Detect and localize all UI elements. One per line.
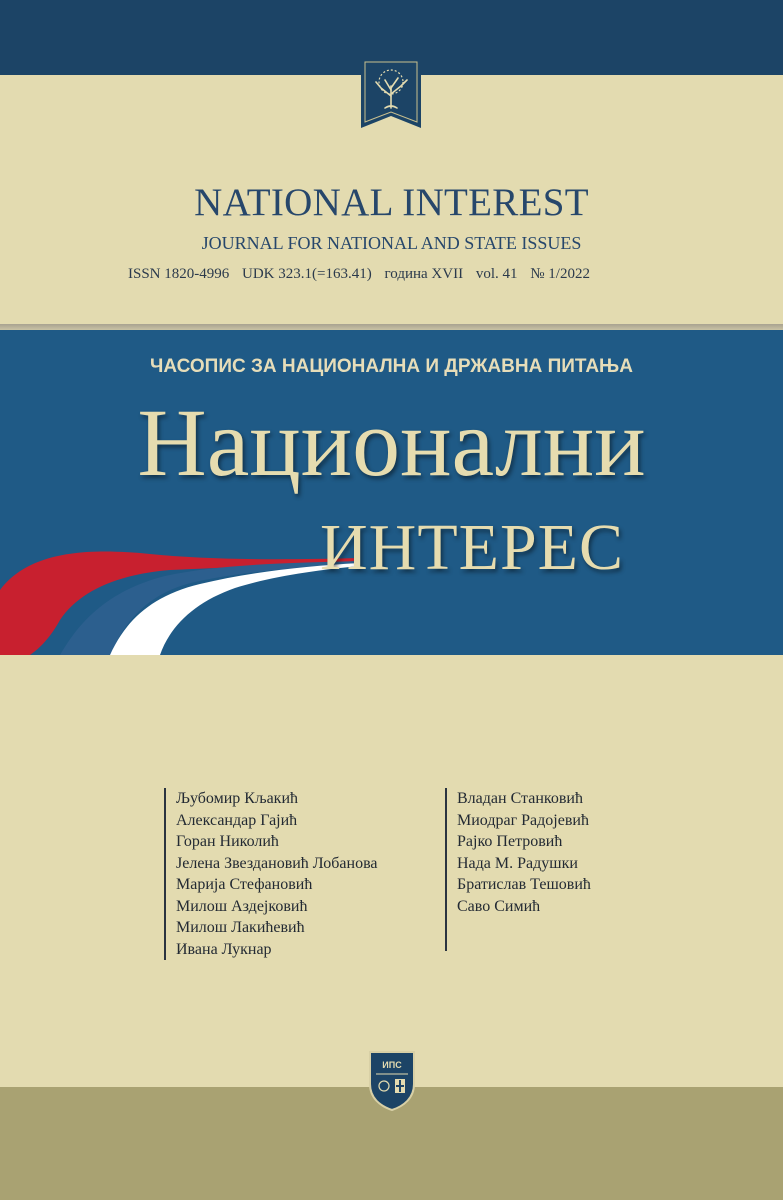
authors-left-column: [164, 788, 378, 960]
author-name: Марија Стефановић: [176, 876, 313, 893]
author-name: Нада М. Радушки: [457, 854, 578, 872]
author-name: Владан Станковић: [457, 790, 583, 807]
journal-title-en: NATIONAL INTEREST: [194, 181, 589, 224]
journal-title-sr-sub: ИНТЕРЕС: [320, 511, 624, 584]
authors-right-column: [445, 788, 591, 951]
volume-text: vol. 41: [475, 266, 518, 282]
year-text: година XVII: [384, 266, 464, 282]
author-name: Јелена Звездановић Лобанова: [176, 854, 378, 872]
author-name: Милош Лакићевић: [176, 919, 305, 936]
author-name: Братислав Тешовић: [457, 876, 591, 893]
author-name: Миодраг Радојевић: [457, 811, 589, 829]
author-name: Љубомир Кљакић: [176, 790, 299, 807]
svg-text:ИПС: ИПС: [382, 1060, 402, 1070]
author-name: Александар Гајић: [176, 811, 298, 829]
tree-emblem-icon: [361, 58, 421, 128]
ips-shield-logo-icon: [368, 1050, 416, 1112]
journal-title-sr-main: Национални: [137, 389, 646, 496]
author-name: Милош Аздејковић: [176, 897, 308, 915]
author-name: Рајко Петровић: [457, 833, 563, 850]
issue-metadata: [128, 266, 668, 283]
flag-swoosh-graphic: [0, 530, 360, 655]
journal-subtitle-en: JOURNAL FOR NATIONAL AND STATE ISSUES: [201, 233, 582, 253]
journal-subtitle-sr: ЧАСОПИС ЗА НАЦИОНАЛНА И ДРЖАВНА ПИТАЊА: [150, 356, 633, 377]
issn-text: ISSN 1820-4996: [128, 266, 230, 282]
author-name: Саво Симић: [457, 897, 541, 915]
author-name: Ивана Лукнар: [176, 940, 272, 958]
issue-number-text: № 1/2022: [530, 266, 590, 282]
udk-text: UDK 323.1(=163.41): [242, 266, 372, 282]
author-name: Горан Николић: [176, 833, 279, 850]
